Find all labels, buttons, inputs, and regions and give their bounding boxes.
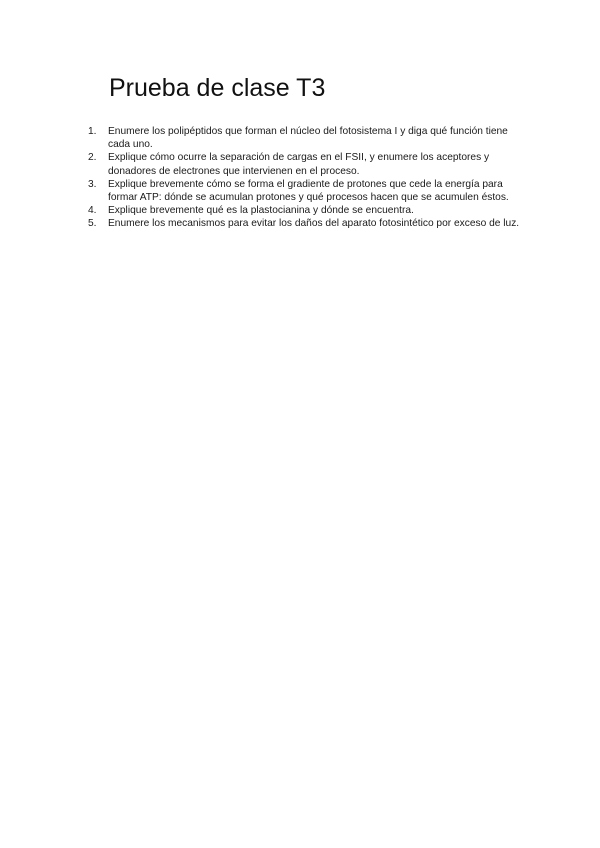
question-text: Enumere los polipéptidos que forman el núcleo del fotosistema I y diga qué función tiene cada uno. [108,126,508,151]
question-item [88,151,528,177]
question-item [88,178,528,204]
question-text: Explique cómo ocurre la separación de cargas en el FSII, y enumere los aceptores y donadores de electrones que intervienen en el proceso. [108,152,490,177]
question-item [88,204,528,217]
question-number: 4. [88,205,97,217]
question-number: 5. [88,218,97,230]
question-item [88,217,528,230]
question-item [88,125,528,151]
question-text: Enumere los mecanismos para evitar los daños del aparato fotosintético por exceso de luz. [108,218,520,230]
question-text: Explique brevemente cómo se forma el gradiente de protones que cede la energía para formar ATP: dónde se acumulan protones y qué procesos hacen que se acumulen éstos. [108,178,509,204]
question-number: 1. [88,126,97,137]
page-title: Prueba de clase T3 [109,74,326,102]
question-list [88,125,528,231]
question-text: Explique brevemente qué es la plastocianina y dónde se encuentra. [108,205,414,217]
question-number: 2. [88,152,97,164]
question-number: 3. [88,178,97,190]
